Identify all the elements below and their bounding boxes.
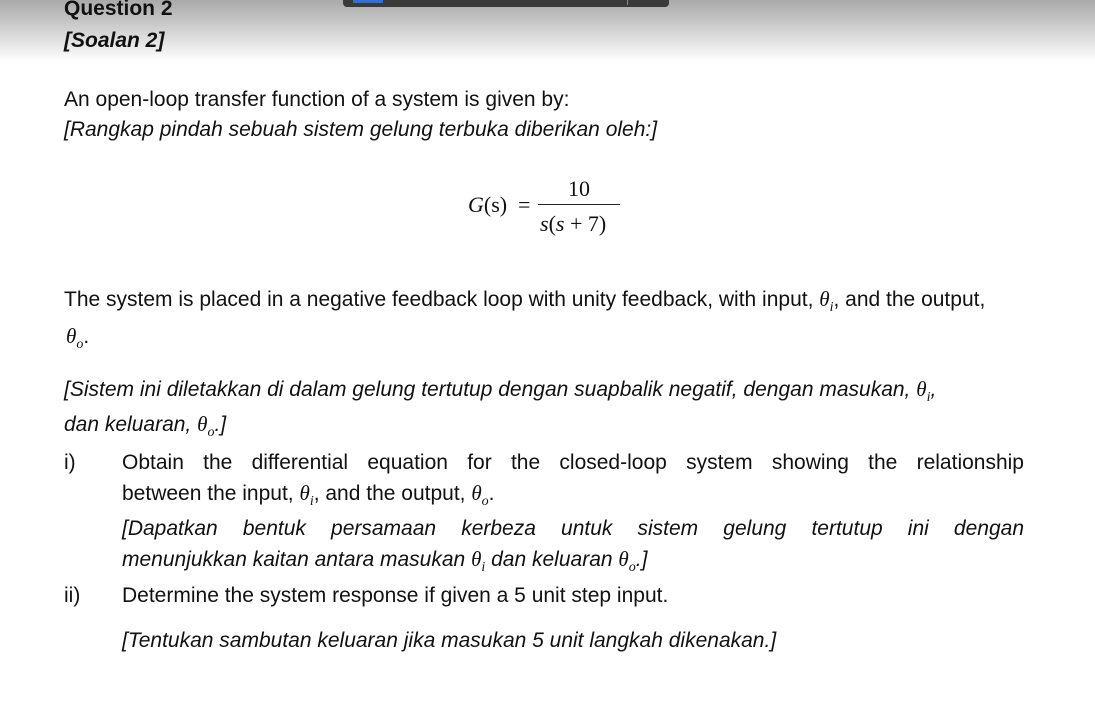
question-title: Question 2 [64, 0, 173, 20]
theta-input-symbol: $\theta_i$ [471, 547, 486, 575]
question-subtitle: [Soalan 2] [64, 29, 165, 52]
question-number: ii) [64, 584, 81, 607]
description-malay-line1: [Sistem ini diletakkan di dalam gelung tertutup dengan suapbalik negatif, dengan masukan, $\theta_i$, [64, 377, 937, 405]
theta-input-symbol: $\theta_i$ [819, 287, 834, 315]
equation-denominator: s(s + 7) [540, 211, 607, 236]
description-english-line2: $\theta_o$. [66, 324, 90, 352]
question-1-malay-line2: menunjukkan kaitan antara masukan $\theta_i$ dan keluaran $\theta_o$.] [122, 547, 648, 575]
transfer-function-equation [468, 176, 628, 238]
description-english-line1: The system is placed in a negative feedback loop with unity feedback, with input, $\theta_i$, and the output, [64, 287, 986, 315]
question-1-english-line1: Obtain the differential equation for the closed-loop system showing the relationship [122, 451, 1024, 474]
intro-english: An open-loop transfer function of a system is given by: [64, 88, 570, 111]
theta-output-symbol: $\theta_o$ [66, 324, 84, 352]
viewer-toolbar[interactable] [343, 0, 669, 7]
equation-equals: = [518, 192, 531, 217]
theta-output-symbol: $\theta_o$ [197, 412, 215, 440]
question-2-malay: [Tentukan sambutan keluaran jika masukan 5 unit langkah dikenakan.] [122, 629, 777, 652]
question-1-malay-line1: [Dapatkan bentuk persamaan kerbeza untuk sistem gelung tertutup ini dengan [122, 517, 1024, 540]
question-1-english-line2: between the input, $\theta_i$, and the output, $\theta_o$. [122, 481, 495, 509]
toolbar-divider [627, 0, 628, 5]
theta-output-symbol: $\theta_o$ [471, 481, 489, 509]
intro-malay: [Rangkap pindah sebuah sistem gelung terbuka diberikan oleh:] [64, 118, 658, 141]
equation-lhs: G(s) [468, 192, 508, 217]
equation-numerator: 10 [568, 176, 590, 201]
toolbar-accent [353, 0, 383, 3]
question-2-english: Determine the system response if given a 5 unit step input. [122, 584, 669, 607]
theta-input-symbol: $\theta_i$ [299, 481, 314, 509]
description-malay-line2: dan keluaran, $\theta_o$.] [64, 412, 227, 440]
fraction-bar [538, 204, 620, 205]
theta-output-symbol: $\theta_o$ [618, 547, 636, 575]
question-number: i) [64, 451, 76, 474]
theta-input-symbol: $\theta_i$ [916, 377, 931, 405]
